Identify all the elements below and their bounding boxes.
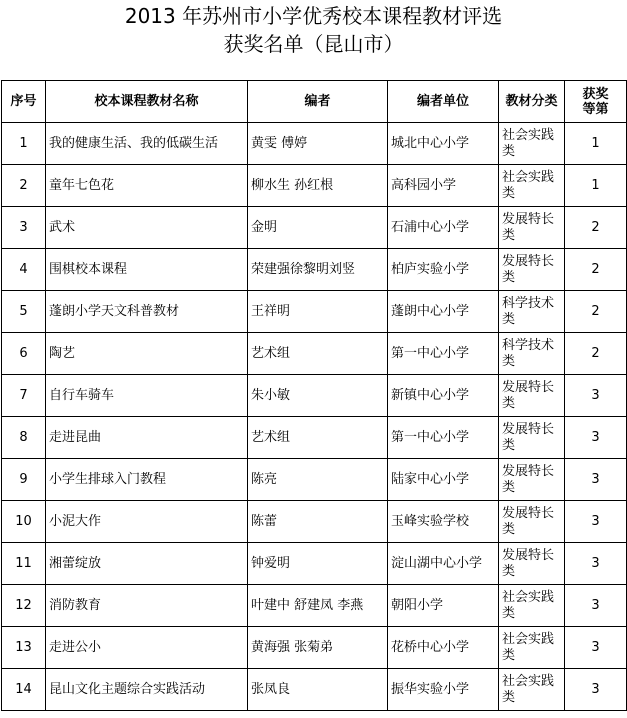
table-row xyxy=(2,543,627,585)
cell-textbook-name: 陶艺 xyxy=(46,333,248,375)
cell-award-level: 3 xyxy=(565,501,627,543)
cell-textbook-name: 小泥大作 xyxy=(46,501,248,543)
cell-textbook-name: 童年七色花 xyxy=(46,165,248,207)
cell-serial: 10 xyxy=(2,501,46,543)
table-row xyxy=(2,501,627,543)
cell-serial: 13 xyxy=(2,627,46,669)
cell-textbook-name: 小学生排球入门教程 xyxy=(46,459,248,501)
cell-editor-unit: 振华实验小学 xyxy=(388,669,499,711)
cell-editor: 柳水生 孙红根 xyxy=(248,165,388,207)
award-table xyxy=(1,80,627,711)
cell-textbook-name: 武术 xyxy=(46,207,248,249)
table-row xyxy=(2,459,627,501)
cell-textbook-name: 围棋校本课程 xyxy=(46,249,248,291)
header-textbook-name: 校本课程教材名称 xyxy=(46,81,248,123)
cell-serial: 3 xyxy=(2,207,46,249)
header-editor-unit: 编者单位 xyxy=(388,81,499,123)
table-row xyxy=(2,627,627,669)
cell-category: 社会实践类 xyxy=(499,669,565,711)
cell-serial: 14 xyxy=(2,669,46,711)
cell-serial: 7 xyxy=(2,375,46,417)
cell-serial: 11 xyxy=(2,543,46,585)
table-row xyxy=(2,375,627,417)
cell-category: 发展特长类 xyxy=(499,459,565,501)
cell-textbook-name: 蓬朗小学天文科普教材 xyxy=(46,291,248,333)
cell-award-level: 3 xyxy=(565,585,627,627)
table-body xyxy=(2,123,627,711)
cell-award-level: 1 xyxy=(565,123,627,165)
cell-award-level: 3 xyxy=(565,669,627,711)
table-row xyxy=(2,123,627,165)
document-subtitle: 获奖名单（昆山市） xyxy=(223,32,404,56)
cell-textbook-name: 自行车骑车 xyxy=(46,375,248,417)
cell-editor-unit: 第一中心小学 xyxy=(388,333,499,375)
table-row xyxy=(2,333,627,375)
header-editor: 编者 xyxy=(248,81,388,123)
cell-serial: 12 xyxy=(2,585,46,627)
header-category: 教材分类 xyxy=(499,81,565,123)
cell-editor: 王祥明 xyxy=(248,291,388,333)
cell-serial: 2 xyxy=(2,165,46,207)
cell-award-level: 2 xyxy=(565,207,627,249)
cell-category: 社会实践类 xyxy=(499,585,565,627)
table-row xyxy=(2,165,627,207)
table-row xyxy=(2,669,627,711)
cell-award-level: 3 xyxy=(565,417,627,459)
cell-editor-unit: 淀山湖中心小学 xyxy=(388,543,499,585)
header-award-level: 获奖等第 xyxy=(565,81,627,123)
cell-editor: 叶建中 舒建凤 李燕 xyxy=(248,585,388,627)
cell-category: 发展特长类 xyxy=(499,207,565,249)
cell-editor-unit: 花桥中心小学 xyxy=(388,627,499,669)
cell-award-level: 3 xyxy=(565,543,627,585)
cell-award-level: 3 xyxy=(565,627,627,669)
cell-editor-unit: 蓬朗中心小学 xyxy=(388,291,499,333)
cell-category: 社会实践类 xyxy=(499,123,565,165)
cell-serial: 1 xyxy=(2,123,46,165)
document-title: 2013 年苏州市小学优秀校本课程教材评选 xyxy=(124,4,503,28)
cell-award-level: 3 xyxy=(565,375,627,417)
table-row xyxy=(2,585,627,627)
table-row xyxy=(2,417,627,459)
cell-editor-unit: 新镇中心小学 xyxy=(388,375,499,417)
cell-editor-unit: 第一中心小学 xyxy=(388,417,499,459)
cell-category: 发展特长类 xyxy=(499,543,565,585)
cell-serial: 4 xyxy=(2,249,46,291)
cell-textbook-name: 昆山文化主题综合实践活动 xyxy=(46,669,248,711)
cell-editor: 陈蕾 xyxy=(248,501,388,543)
cell-category: 发展特长类 xyxy=(499,501,565,543)
cell-editor: 黄雯 傅婷 xyxy=(248,123,388,165)
cell-editor: 钟爱明 xyxy=(248,543,388,585)
cell-category: 发展特长类 xyxy=(499,375,565,417)
cell-award-level: 2 xyxy=(565,249,627,291)
cell-category: 社会实践类 xyxy=(499,165,565,207)
cell-category: 社会实践类 xyxy=(499,627,565,669)
cell-editor: 朱小敏 xyxy=(248,375,388,417)
cell-editor: 黄海强 张菊弟 xyxy=(248,627,388,669)
cell-editor-unit: 玉峰实验学校 xyxy=(388,501,499,543)
cell-textbook-name: 走进公小 xyxy=(46,627,248,669)
cell-editor: 张凤良 xyxy=(248,669,388,711)
cell-textbook-name: 走进昆曲 xyxy=(46,417,248,459)
cell-editor: 荣建强徐黎明刘竖 xyxy=(248,249,388,291)
cell-award-level: 2 xyxy=(565,333,627,375)
table-row xyxy=(2,207,627,249)
cell-editor: 艺术组 xyxy=(248,333,388,375)
cell-serial: 6 xyxy=(2,333,46,375)
table-header-row xyxy=(2,81,627,123)
cell-serial: 8 xyxy=(2,417,46,459)
cell-editor: 艺术组 xyxy=(248,417,388,459)
cell-editor-unit: 柏庐实验小学 xyxy=(388,249,499,291)
cell-editor-unit: 城北中心小学 xyxy=(388,123,499,165)
table-row xyxy=(2,249,627,291)
cell-serial: 9 xyxy=(2,459,46,501)
cell-editor: 陈亮 xyxy=(248,459,388,501)
cell-category: 科学技术类 xyxy=(499,333,565,375)
cell-editor-unit: 陆家中心小学 xyxy=(388,459,499,501)
cell-editor: 金明 xyxy=(248,207,388,249)
cell-serial: 5 xyxy=(2,291,46,333)
title-block xyxy=(0,0,627,78)
cell-editor-unit: 高科园小学 xyxy=(388,165,499,207)
cell-textbook-name: 我的健康生活、我的低碳生活 xyxy=(46,123,248,165)
cell-award-level: 2 xyxy=(565,291,627,333)
cell-category: 科学技术类 xyxy=(499,291,565,333)
cell-textbook-name: 湘蕾绽放 xyxy=(46,543,248,585)
cell-textbook-name: 消防教育 xyxy=(46,585,248,627)
cell-editor-unit: 石浦中心小学 xyxy=(388,207,499,249)
cell-category: 发展特长类 xyxy=(499,249,565,291)
cell-editor-unit: 朝阳小学 xyxy=(388,585,499,627)
cell-award-level: 1 xyxy=(565,165,627,207)
header-serial: 序号 xyxy=(2,81,46,123)
cell-award-level: 3 xyxy=(565,459,627,501)
cell-category: 发展特长类 xyxy=(499,417,565,459)
table-row xyxy=(2,291,627,333)
